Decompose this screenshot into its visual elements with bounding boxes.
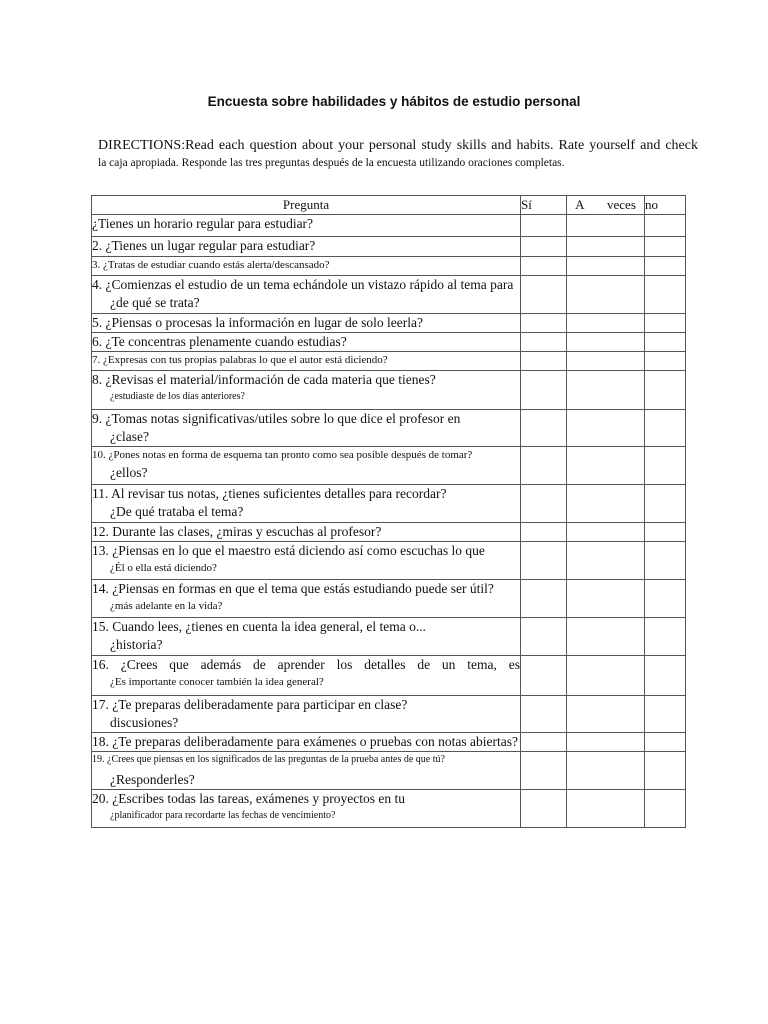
table-row: [92, 257, 686, 276]
checkbox-no[interactable]: [645, 447, 686, 485]
table-row: [92, 696, 686, 733]
question-cell: [92, 733, 521, 752]
checkbox-si[interactable]: [521, 371, 567, 410]
question-text: 12. Durante las clases, ¿miras y escuchas al profesor?: [92, 524, 382, 539]
checkbox-no[interactable]: [645, 352, 686, 371]
question-cell: [92, 580, 521, 618]
question-continuation: ¿historia?: [110, 637, 163, 652]
table-row: [92, 618, 686, 656]
checkbox-si[interactable]: [521, 580, 567, 618]
question-cell: [92, 352, 521, 371]
checkbox-no[interactable]: [645, 410, 686, 447]
table-row: [92, 656, 686, 696]
checkbox-a-veces[interactable]: [567, 790, 645, 828]
checkbox-no[interactable]: [645, 790, 686, 828]
header-no: no: [645, 196, 686, 215]
checkbox-a-veces[interactable]: [567, 447, 645, 485]
question-text: 4. ¿Comienzas el estudio de un tema echándole un vistazo rápido al tema para: [92, 277, 514, 292]
checkbox-a-veces[interactable]: [567, 410, 645, 447]
checkbox-no[interactable]: [645, 257, 686, 276]
checkbox-si[interactable]: [521, 790, 567, 828]
question-continuation: ¿Responderles?: [110, 772, 195, 787]
question-cell: [92, 371, 521, 410]
checkbox-a-veces[interactable]: [567, 696, 645, 733]
checkbox-si[interactable]: [521, 314, 567, 333]
question-text: ¿Tienes un horario regular para estudiar?: [92, 216, 314, 231]
question-cell: [92, 542, 521, 580]
survey-table: [91, 195, 686, 828]
checkbox-a-veces[interactable]: [567, 523, 645, 542]
checkbox-si[interactable]: [521, 733, 567, 752]
checkbox-no[interactable]: [645, 371, 686, 410]
checkbox-no[interactable]: [645, 333, 686, 352]
checkbox-a-veces[interactable]: [567, 733, 645, 752]
checkbox-a-veces[interactable]: [567, 371, 645, 410]
checkbox-no[interactable]: [645, 733, 686, 752]
table-row: [92, 790, 686, 828]
table-row: [92, 542, 686, 580]
checkbox-no[interactable]: [645, 485, 686, 523]
checkbox-si[interactable]: [521, 618, 567, 656]
question-continuation: ¿estudiaste de los días anteriores?: [110, 391, 245, 402]
question-text: 6. ¿Te concentras plenamente cuando estudias?: [92, 334, 347, 349]
checkbox-a-veces[interactable]: [567, 314, 645, 333]
table-row: [92, 276, 686, 314]
table-row: [92, 333, 686, 352]
checkbox-no[interactable]: [645, 276, 686, 314]
question-text: 14. ¿Piensas en formas en que el tema que estás estudiando puede ser útil?: [92, 581, 494, 596]
checkbox-a-veces[interactable]: [567, 580, 645, 618]
checkbox-a-veces[interactable]: [567, 333, 645, 352]
checkbox-no[interactable]: [645, 215, 686, 237]
question-cell: [92, 410, 521, 447]
checkbox-no[interactable]: [645, 656, 686, 696]
question-text: 15. Cuando lees, ¿tienes en cuenta la idea general, el tema o...: [92, 619, 426, 634]
question-text: 17. ¿Te preparas deliberadamente para participar en clase?: [92, 697, 408, 712]
checkbox-a-veces[interactable]: [567, 656, 645, 696]
table-row: [92, 352, 686, 371]
checkbox-no[interactable]: [645, 542, 686, 580]
checkbox-si[interactable]: [521, 542, 567, 580]
question-cell: [92, 215, 521, 237]
question-continuation: ¿más adelante en la vida?: [110, 600, 223, 612]
table-row: [92, 314, 686, 333]
question-text: 2. ¿Tienes un lugar regular para estudiar?: [92, 238, 316, 253]
checkbox-si[interactable]: [521, 333, 567, 352]
question-cell: [92, 314, 521, 333]
table-row: [92, 447, 686, 485]
question-text: 5. ¿Piensas o procesas la información en lugar de solo leerla?: [92, 315, 424, 330]
table-row: [92, 485, 686, 523]
question-text: 3. ¿Tratas de estudiar cuando estás alerta/descansado?: [92, 259, 330, 271]
checkbox-si[interactable]: [521, 215, 567, 237]
checkbox-no[interactable]: [645, 523, 686, 542]
question-text: 20. ¿Escribes todas las tareas, exámenes y proyectos en tu: [92, 791, 406, 806]
checkbox-si[interactable]: [521, 237, 567, 257]
question-text: 16. ¿Crees que además de aprender los detalles de un tema, es: [92, 657, 520, 672]
table-row: [92, 371, 686, 410]
checkbox-si[interactable]: [521, 447, 567, 485]
checkbox-si[interactable]: [521, 410, 567, 447]
table-row: [92, 733, 686, 752]
question-cell: [92, 333, 521, 352]
table-row: [92, 410, 686, 447]
directions-line-1: DIRECTIONS:Read each question about your personal study skills and habits. Rate yourself and check: [98, 138, 698, 153]
table-row: [92, 752, 686, 790]
checkbox-si[interactable]: [521, 696, 567, 733]
checkbox-si[interactable]: [521, 276, 567, 314]
checkbox-si[interactable]: [521, 257, 567, 276]
question-text: 8. ¿Revisas el material/información de cada materia que tienes?: [92, 372, 436, 387]
question-text: 11. Al revisar tus notas, ¿tienes suficientes detalles para recordar?: [92, 486, 447, 501]
question-continuation: ¿de qué se trata?: [110, 295, 200, 310]
question-cell: [92, 752, 521, 790]
question-text: 19. ¿Crees que piensas en los significados de las preguntas de la prueba antes de que tú?: [92, 754, 445, 765]
directions-line-2: la caja apropiada. Responde las tres preguntas después de la encuesta utilizando oraciones completas.: [98, 157, 565, 169]
question-cell: [92, 790, 521, 828]
question-cell: [92, 276, 521, 314]
checkbox-a-veces[interactable]: [567, 542, 645, 580]
question-cell: [92, 618, 521, 656]
checkbox-a-veces[interactable]: [567, 618, 645, 656]
question-continuation: ¿ellos?: [110, 465, 148, 480]
question-cell: [92, 237, 521, 257]
checkbox-si[interactable]: [521, 352, 567, 371]
table-row: [92, 523, 686, 542]
header-a-veces: A veces: [567, 196, 645, 215]
checkbox-a-veces[interactable]: [567, 485, 645, 523]
checkbox-si[interactable]: [521, 523, 567, 542]
checkbox-a-veces[interactable]: [567, 352, 645, 371]
question-continuation: ¿Es importante conocer también la idea general?: [110, 676, 324, 688]
page-title: Encuesta sobre habilidades y hábitos de estudio personal: [207, 94, 581, 109]
checkbox-no[interactable]: [645, 696, 686, 733]
checkbox-no[interactable]: [645, 580, 686, 618]
checkbox-no[interactable]: [645, 237, 686, 257]
question-continuation: ¿planificador para recordarte las fechas de vencimiento?: [110, 810, 336, 821]
question-text: 18. ¿Te preparas deliberadamente para exámenes o pruebas con notas abiertas?: [92, 734, 518, 749]
checkbox-no[interactable]: [645, 618, 686, 656]
checkbox-a-veces[interactable]: [567, 276, 645, 314]
checkbox-no[interactable]: [645, 314, 686, 333]
checkbox-si[interactable]: [521, 752, 567, 790]
checkbox-a-veces[interactable]: [567, 237, 645, 257]
question-continuation: ¿De qué trataba el tema?: [110, 504, 244, 519]
directions: [98, 137, 698, 171]
question-continuation: ¿clase?: [110, 429, 149, 444]
header-row: [92, 196, 686, 215]
question-text: 7. ¿Expresas con tus propias palabras lo que el autor está diciendo?: [92, 354, 388, 366]
header-si: Sí: [521, 196, 567, 215]
question-cell: [92, 257, 521, 276]
checkbox-si[interactable]: [521, 656, 567, 696]
question-cell: [92, 485, 521, 523]
checkbox-si[interactable]: [521, 485, 567, 523]
table-row: [92, 215, 686, 237]
table-row: [92, 237, 686, 257]
checkbox-no[interactable]: [645, 752, 686, 790]
checkbox-a-veces[interactable]: [567, 752, 645, 790]
question-continuation: ¿Él o ella está diciendo?: [110, 562, 217, 574]
checkbox-a-veces[interactable]: [567, 215, 645, 237]
question-cell: [92, 696, 521, 733]
question-continuation: discusiones?: [110, 715, 179, 730]
table-row: [92, 580, 686, 618]
question-text: 13. ¿Piensas en lo que el maestro está diciendo así como escuchas lo que: [92, 543, 485, 558]
header-pregunta: Pregunta: [92, 196, 521, 215]
question-text: 10. ¿Pones notas en forma de esquema tan pronto como sea posible después de tomar?: [92, 449, 473, 461]
question-cell: [92, 523, 521, 542]
question-cell: [92, 656, 521, 696]
checkbox-a-veces[interactable]: [567, 257, 645, 276]
question-text: 9. ¿Tomas notas significativas/utiles sobre lo que dice el profesor en: [92, 411, 461, 426]
question-cell: [92, 447, 521, 485]
